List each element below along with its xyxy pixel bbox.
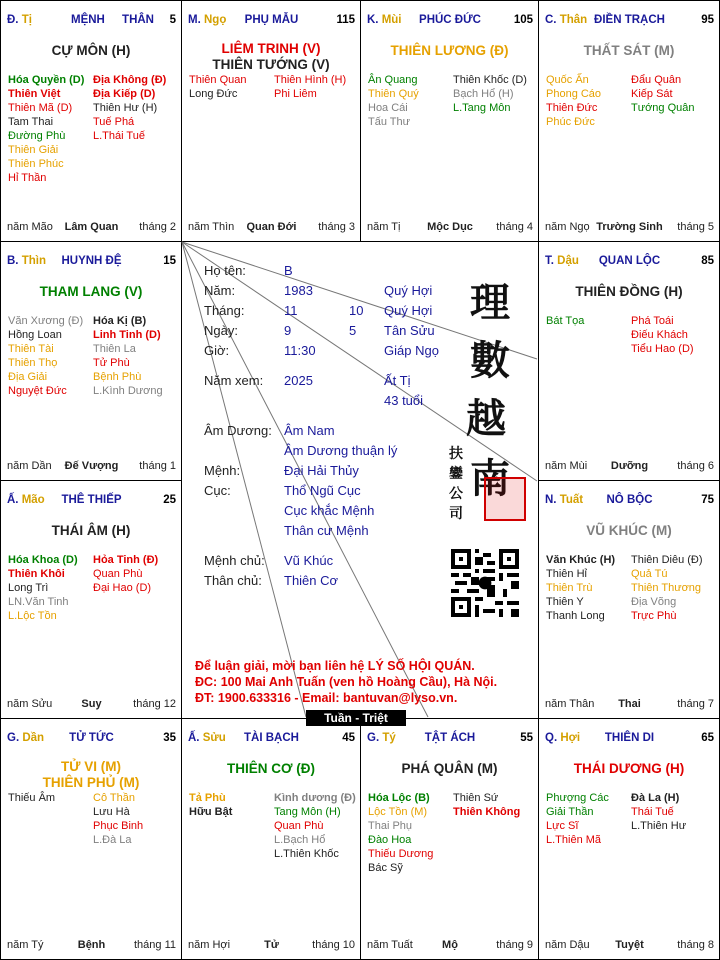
palace-branch-name: Mùi — [381, 14, 402, 26]
minor-limit-year: năm Ngọ — [545, 221, 590, 233]
palace-stem: M. — [188, 14, 201, 26]
minor-star: Tang Môn (H) — [274, 806, 341, 818]
major-star: VŨ KHÚC (M) — [586, 523, 672, 538]
minor-star: Văn Khúc (H) — [546, 554, 616, 566]
element-relation: Cục khắc Mệnh — [284, 503, 375, 518]
palace-footer — [545, 458, 714, 472]
minor-star: Phong Cáo — [546, 88, 602, 100]
minor-star: Địa Võng — [631, 596, 677, 608]
minor-star: Bệnh Phù — [93, 371, 142, 383]
minor-star: Cô Thần — [93, 792, 135, 804]
minor-star: Quả Tú — [631, 568, 668, 580]
palace-branch-name: Tuất — [559, 494, 584, 506]
minor-stars-left — [189, 791, 232, 819]
life-phase: Mộc Dục — [427, 221, 473, 233]
view-year-label: Năm xem: — [204, 373, 264, 388]
life-phase: Dưỡng — [610, 460, 649, 472]
palace-major-limit: 95 — [701, 14, 714, 26]
life-phase: Mộ — [442, 939, 458, 951]
palace-dan — [0, 718, 182, 960]
palace-major-limit: 75 — [701, 494, 714, 506]
palace-major-limit: 5 — [169, 14, 176, 26]
qr-code — [451, 549, 519, 617]
minor-limit-year: năm Thân — [545, 698, 595, 710]
minor-limit-year: năm Thìn — [188, 221, 235, 233]
minor-star: Phúc Đức — [546, 116, 595, 128]
element-label: Cục: — [204, 483, 231, 498]
minor-star: Thiên Trù — [546, 582, 593, 594]
minor-stars-right — [631, 314, 694, 356]
life-phase: Bệnh — [77, 939, 106, 951]
minor-star: Thiếu Dương — [368, 848, 434, 860]
destiny-value: Đại Hải Thủy — [284, 463, 359, 478]
palace-stem: G. — [7, 732, 20, 744]
minor-star: Đường Phù — [8, 130, 66, 142]
major-star: THÁI ÂM (H) — [51, 523, 131, 538]
palace-footer — [545, 219, 714, 233]
month-solar: 11 — [284, 303, 298, 318]
palace-major-limit: 105 — [513, 14, 533, 26]
palace-major-limit: 65 — [701, 732, 714, 744]
major-star: THIÊN LƯƠNG (Đ) — [390, 43, 509, 58]
minor-star: Thiên Không — [453, 806, 521, 818]
minor-star: Hóa Kị (B) — [93, 315, 147, 327]
palace-stem: Q. — [545, 732, 558, 744]
minor-star: Lưu Hà — [93, 806, 130, 818]
calligraphy-char-1: 理 — [470, 279, 510, 326]
year-value: 1983 — [284, 283, 313, 298]
minor-stars-right — [274, 791, 356, 861]
minor-star: LN.Văn Tinh — [8, 596, 69, 608]
palace-than — [538, 0, 720, 242]
palace-house-name: NÔ BỘC — [606, 494, 653, 506]
minor-star: Hỉ Thần — [8, 172, 47, 184]
palace-stem: C. — [545, 14, 557, 26]
minor-stars-left — [546, 73, 601, 129]
minor-star: Linh Tinh (D) — [93, 329, 161, 341]
palace-stem: K. — [367, 14, 379, 26]
minor-star: Hóa Quyền (D) — [8, 74, 85, 86]
palace-branch-name: Mão — [21, 494, 45, 506]
minor-star: Giải Thần — [546, 806, 594, 818]
palace-hoi — [538, 718, 720, 960]
life-phase: Đế Vượng — [64, 460, 119, 472]
minor-stars-right — [631, 553, 703, 623]
palace-stem: Ấ. — [7, 494, 19, 506]
minor-star: Thiên Tài — [8, 343, 54, 355]
minor-star: Bát Tọa — [546, 315, 585, 327]
palace-major-limit: 45 — [342, 732, 355, 744]
palace-thin — [0, 241, 182, 481]
age-value: 43 tuổi — [384, 393, 424, 408]
minor-star: Thiên Mã (D) — [8, 102, 73, 114]
minor-stars-left — [8, 314, 83, 398]
palace-branch-name: Tý — [382, 732, 396, 744]
palace-major-limit: 85 — [701, 255, 714, 267]
minor-star: Thiên Phúc — [8, 158, 64, 170]
tuan-triet-label: Tuần - Triệt — [306, 710, 406, 726]
minor-stars-left — [546, 791, 609, 847]
palace-branch-name: Dậu — [557, 255, 579, 267]
minor-stars-right — [93, 553, 158, 595]
minor-star: L.Tang Môn — [453, 102, 511, 114]
minor-stars-left — [546, 553, 615, 623]
body-marker: THÂN — [122, 14, 154, 26]
minor-stars-left — [189, 73, 246, 101]
minor-star: L.Lộc Tồn — [8, 610, 57, 622]
palace-house-name: TÀI BẠCH — [244, 732, 299, 744]
month-lunar: 10 — [349, 303, 364, 318]
minor-star: Thiên Đức — [546, 102, 598, 114]
palace-tuat — [538, 480, 720, 719]
minor-star: Thiên Khôi — [8, 568, 65, 580]
minor-limit-year: năm Sửu — [7, 698, 53, 710]
minor-limit-year: năm Mùi — [545, 460, 588, 472]
minor-star: Lực Sĩ — [546, 820, 579, 832]
palace-house-name: MỆNH — [71, 14, 105, 26]
minor-star: Hữu Bật — [189, 806, 233, 818]
minor-star: Thiên Hư (H) — [93, 102, 158, 114]
lunar-month: tháng 7 — [677, 698, 714, 710]
minor-star: Quan Phù — [274, 820, 324, 832]
life-phase: Quan Đới — [246, 221, 297, 233]
palace-branch-name: Tị — [21, 14, 32, 26]
minor-star: Phá Toái — [631, 315, 674, 327]
minor-stars-right — [274, 73, 346, 101]
lunar-month: tháng 10 — [312, 939, 355, 951]
yinyang-value: Âm Nam — [284, 423, 335, 438]
major-star: THIÊN ĐỒNG (H) — [575, 284, 683, 299]
minor-stars-right — [631, 73, 695, 115]
minor-star: Thiên Việt — [8, 88, 61, 100]
lunar-month: tháng 6 — [677, 460, 714, 472]
minor-stars-left — [8, 791, 55, 805]
palace-house-name: THÊ THIẾP — [61, 494, 122, 506]
minor-star: L.Đà La — [93, 834, 132, 846]
minor-star: Tả Phù — [189, 792, 226, 804]
palace-stem: N. — [545, 494, 557, 506]
major-star: THIÊN CƠ (Đ) — [226, 761, 315, 776]
palace-ngo — [181, 0, 361, 242]
year-canchi: Quý Hợi — [384, 283, 433, 298]
day-label: Ngày: — [204, 323, 238, 338]
element-value: Thổ Ngũ Cục — [284, 483, 361, 498]
minor-star: L.Thiên Khốc — [274, 848, 339, 860]
minor-star: Thiên Quý — [368, 88, 419, 100]
minor-star: Đà La (H) — [631, 792, 680, 804]
minor-stars-left — [8, 553, 78, 623]
minor-star: Tướng Quân — [631, 102, 695, 114]
major-star: THAM LANG (V) — [39, 284, 143, 299]
minor-star: Nguyệt Đức — [8, 385, 67, 397]
contact-line-1: Để luận giải, mời bạn liên hệ LÝ SỐ HỘI QUÁN. — [195, 659, 475, 673]
minor-star: Thiên Khốc (D) — [453, 74, 527, 86]
view-year-canchi: Ất Tị — [384, 373, 411, 388]
life-phase: Suy — [81, 698, 102, 710]
palace-major-limit: 55 — [520, 732, 533, 744]
minor-star: Lộc Tồn (M) — [368, 806, 428, 818]
minor-star: Địa Kiếp (D) — [93, 88, 156, 100]
life-phase: Tử — [264, 939, 279, 951]
minor-star: Quan Phù — [93, 568, 143, 580]
minor-star: Thiên Y — [546, 596, 584, 608]
minor-star: Tử Phù — [93, 357, 130, 369]
palace-branch-name: Thìn — [21, 255, 46, 267]
minor-stars-left — [546, 314, 584, 328]
palace-house-name: PHỤ MẪU — [244, 14, 299, 26]
major-star: THÁI DƯƠNG (H) — [573, 761, 685, 776]
palace-branch-name: Thân — [559, 14, 588, 26]
palace-house-name: HUYNH ĐỆ — [61, 255, 122, 267]
name-label: Họ tên: — [204, 263, 246, 278]
minor-star: Điếu Khách — [631, 329, 688, 341]
major-star: CỰ MÔN (H) — [51, 43, 131, 58]
minor-star: Ân Quang — [368, 74, 418, 86]
palace-stem: B. — [7, 255, 19, 267]
minor-star: Địa Giải — [8, 371, 48, 383]
palace-house-name: QUAN LỘC — [598, 255, 661, 267]
minor-star: Trực Phù — [631, 610, 677, 622]
minor-limit-year: năm Dậu — [545, 939, 590, 951]
minor-star: Hỏa Tinh (Đ) — [93, 554, 159, 566]
minor-star: Kình dương (Đ) — [274, 792, 356, 804]
minor-star: Thiên Giải — [8, 144, 59, 156]
minor-stars-right — [631, 791, 686, 833]
palace-footer — [367, 219, 533, 233]
destiny-lord-label: Mệnh chủ: — [204, 553, 265, 568]
body-position: Thân cư Mệnh — [284, 523, 369, 538]
minor-star: L.Bạch Hổ — [274, 834, 326, 846]
palace-major-limit: 115 — [336, 14, 355, 26]
palace-footer — [7, 458, 176, 472]
minor-stars-left — [8, 73, 84, 185]
minor-star: Tam Thai — [8, 116, 54, 128]
palace-house-name: PHÚC ĐỨC — [419, 14, 481, 26]
major-star: PHÁ QUÂN (M) — [401, 761, 498, 776]
minor-star: Thiên La — [93, 343, 136, 355]
palace-mui — [360, 0, 539, 242]
minor-star: Long Đức — [189, 88, 238, 100]
minor-star: Kiếp Sát — [631, 88, 673, 100]
red-seal-icon — [484, 477, 526, 521]
minor-star: Thiên Thương — [631, 582, 702, 594]
minor-star: Thiên Thọ — [8, 357, 58, 369]
seal-side-text: 扶 鑾 公 司 — [449, 446, 463, 522]
chart-center — [181, 241, 538, 718]
minor-stars-left — [368, 791, 433, 875]
palace-stem: Đ. — [7, 14, 19, 26]
palace-stem: Ấ. — [188, 732, 200, 744]
body-lord-value: Thiên Cơ — [284, 573, 339, 588]
year-label: Năm: — [204, 283, 236, 298]
lunar-month: tháng 3 — [318, 221, 355, 233]
minor-star: L.Thiên Hư — [631, 820, 687, 832]
palace-house-name: TẬT ÁCH — [424, 732, 476, 744]
minor-star: Bác Sỹ — [368, 862, 403, 874]
minor-limit-year: năm Mão — [7, 221, 53, 233]
minor-star: Thanh Long — [546, 610, 605, 622]
minor-star: Phục Binh — [93, 820, 144, 832]
palace-branch-name: Ngọ — [203, 14, 227, 26]
calligraphy-char-2: 數 — [470, 337, 510, 384]
minor-stars-left — [368, 73, 419, 129]
lunar-month: tháng 1 — [139, 460, 176, 472]
lunar-month: tháng 5 — [677, 221, 714, 233]
minor-star: Thái Tuế — [631, 806, 674, 818]
hour-canchi: Giáp Ngọ — [384, 343, 439, 358]
lunar-month: tháng 8 — [677, 939, 714, 951]
lunar-month: tháng 4 — [496, 221, 533, 233]
minor-star: Hóa Khoa (D) — [8, 554, 78, 566]
minor-star: Bạch Hổ (H) — [453, 88, 514, 100]
body-lord-label: Thân chủ: — [204, 573, 262, 588]
palace-house-name: ĐIỀN TRẠCH — [594, 14, 665, 26]
minor-limit-year: năm Tý — [7, 939, 44, 951]
life-phase: Lâm Quan — [64, 221, 119, 233]
lunar-month: tháng 12 — [133, 698, 176, 710]
life-phase: Trường Sinh — [596, 221, 663, 233]
palace-house-name: TỬ TỨC — [69, 732, 114, 744]
minor-star: Tấu Thư — [368, 116, 411, 128]
minor-star: Thiên Diêu (Đ) — [631, 554, 703, 566]
minor-star: L.Thiên Mã — [546, 834, 602, 846]
hour-label: Giờ: — [204, 343, 230, 358]
minor-star: Thiên Hình (H) — [274, 74, 347, 86]
palace-stem: T. — [545, 255, 554, 267]
minor-star: Thiên Sứ — [453, 792, 499, 804]
contact-phone-email: ĐT: 1900.633316 - Email: bantuvan@lyso.vn. — [195, 691, 458, 705]
minor-star: Hồng Loan — [8, 329, 62, 341]
month-canchi: Quý Hợi — [384, 303, 433, 318]
destiny-lord-value: Vũ Khúc — [284, 553, 334, 568]
minor-star: Thiên Quan — [189, 74, 247, 86]
palace-footer — [188, 219, 355, 233]
palace-mao — [0, 480, 182, 719]
view-year-value: 2025 — [284, 373, 313, 388]
minor-star: Phi Liêm — [274, 88, 317, 100]
minor-stars-right — [453, 791, 520, 819]
minor-star: Thiên Hỉ — [546, 568, 587, 580]
yinyang-note: Âm Dương thuận lý — [284, 443, 398, 458]
month-label: Tháng: — [204, 303, 245, 318]
hour-value: 11:30 — [284, 343, 316, 358]
palace-ty — [360, 718, 539, 960]
destiny-label: Mệnh: — [204, 463, 241, 478]
minor-star: Tuế Phá — [93, 116, 135, 128]
minor-star: Quốc Ấn — [546, 74, 589, 86]
palace-house-name: THIÊN DI — [604, 732, 655, 744]
palace-major-limit: 15 — [163, 255, 176, 267]
lunar-month: tháng 2 — [139, 221, 176, 233]
minor-star: Tiểu Hao (D) — [631, 343, 694, 355]
palace-footer — [367, 937, 533, 951]
minor-star: Văn Xương (Đ) — [8, 315, 84, 327]
minor-star: Hoa Cái — [368, 102, 408, 114]
minor-star: L.Kình Dương — [93, 385, 163, 397]
minor-star: Phượng Các — [546, 792, 609, 804]
minor-limit-year: năm Dần — [7, 460, 52, 472]
minor-star: Thai Phụ — [368, 820, 413, 832]
calligraphy-char-4: 南 — [470, 455, 510, 502]
palace-major-limit: 25 — [163, 494, 176, 506]
name-value: B — [284, 263, 293, 278]
minor-star: Hóa Lộc (B) — [368, 792, 430, 804]
minor-stars-right — [93, 791, 143, 847]
lunar-month: tháng 9 — [496, 939, 533, 951]
minor-stars-right — [93, 73, 166, 143]
minor-stars-right — [93, 314, 163, 398]
palace-ti — [0, 0, 182, 242]
day-solar: 9 — [284, 323, 292, 338]
life-phase: Tuyệt — [615, 939, 644, 951]
minor-star: Long Trì — [8, 582, 49, 594]
minor-stars-right — [453, 73, 527, 115]
major-star: THẤT SÁT (M) — [583, 43, 675, 58]
palace-footer — [545, 937, 714, 951]
major-star: LIÊM TRINH (V) — [221, 41, 321, 56]
palace-footer — [7, 219, 176, 233]
day-canchi: Tân Sửu — [384, 323, 435, 338]
minor-star: Địa Không (Đ) — [93, 74, 167, 86]
palace-branch-name: Hợi — [560, 732, 581, 744]
minor-star: Đại Hao (D) — [93, 582, 152, 594]
palace-dau — [538, 241, 720, 481]
minor-star: Thiếu Âm — [8, 792, 56, 804]
contact-address: ĐC: 100 Mai Anh Tuấn (ven hồ Hoàng Cầu), Hà Nội. — [195, 675, 498, 689]
minor-limit-year: năm Hợi — [188, 939, 231, 951]
palace-footer — [7, 696, 176, 710]
palace-footer — [545, 696, 714, 710]
palace-suu — [181, 718, 361, 960]
yinyang-label: Âm Dương: — [204, 423, 272, 438]
major-star: TỬ VI (M) — [61, 759, 121, 774]
day-lunar: 5 — [349, 323, 357, 338]
palace-stem: G. — [367, 732, 380, 744]
palace-branch-name: Sửu — [202, 732, 226, 744]
major-star: THIÊN PHỦ (M) — [42, 775, 140, 790]
minor-limit-year: năm Tuất — [367, 939, 413, 951]
minor-limit-year: năm Tị — [367, 221, 401, 233]
lunar-month: tháng 11 — [133, 939, 176, 951]
palace-footer — [188, 937, 355, 951]
minor-star: L.Thái Tuế — [93, 130, 145, 142]
minor-star: Đào Hoa — [368, 834, 412, 846]
palace-branch-name: Dần — [22, 732, 45, 744]
palace-footer — [7, 937, 176, 951]
calligraphy-char-3: 越 — [466, 395, 506, 442]
major-star: THIÊN TƯỚNG (V) — [212, 57, 330, 72]
palace-branch — [7, 14, 32, 26]
life-phase: Thai — [618, 698, 641, 710]
palace-major-limit: 35 — [163, 732, 176, 744]
minor-star: Đẩu Quân — [631, 74, 682, 86]
